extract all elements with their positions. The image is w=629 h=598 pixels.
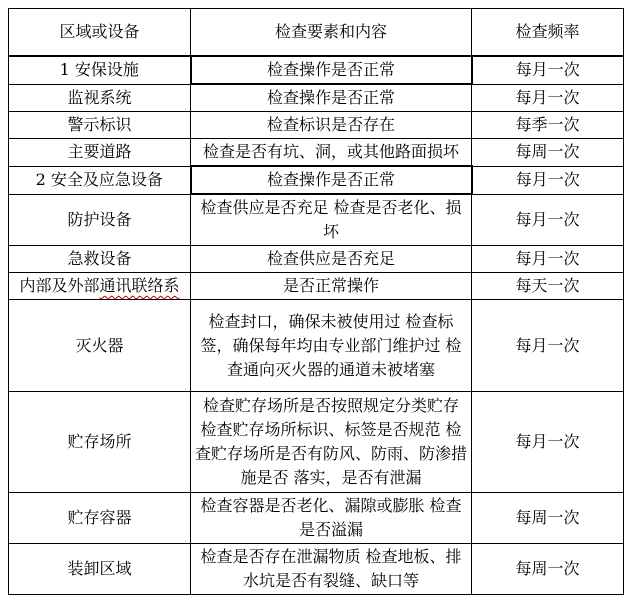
area-cell: 监视系统 bbox=[9, 84, 191, 112]
frequency-cell: 每月一次 bbox=[472, 56, 624, 84]
frequency-cell: 每月一次 bbox=[472, 246, 624, 273]
area-cell: 主要道路 bbox=[9, 139, 191, 167]
column-header-content: 检查要素和内容 bbox=[191, 9, 472, 57]
content-cell: 检查贮存场所是否按照规定分类贮存 检查贮存场所标识、标签是否规范 检查贮存场所是否有防风、防雨、防渗措施是否 落实，是否有泄漏 bbox=[191, 392, 472, 493]
area-cell: 1 安保设施 bbox=[9, 56, 191, 84]
table-row bbox=[9, 139, 624, 167]
table-row bbox=[9, 246, 624, 273]
area-cell: 警示标识 bbox=[9, 112, 191, 139]
area-cell: 贮存容器 bbox=[9, 493, 191, 544]
frequency-cell: 每月一次 bbox=[472, 194, 624, 246]
table-row bbox=[9, 166, 624, 194]
content-cell: 是否正常操作 bbox=[191, 273, 472, 300]
frequency-cell: 每周一次 bbox=[472, 544, 624, 595]
area-cell: 防护设备 bbox=[9, 194, 191, 246]
content-cell: 检查操作是否正常 bbox=[191, 84, 472, 112]
spellcheck-marked-text: 通讯联络系 bbox=[99, 276, 180, 295]
frequency-cell: 每月一次 bbox=[472, 84, 624, 112]
area-cell: 2 安全及应急设备 bbox=[9, 166, 191, 194]
frequency-cell: 每月一次 bbox=[472, 166, 624, 194]
area-cell: 贮存场所 bbox=[9, 392, 191, 493]
content-cell: 检查供应是否充足 检查是否老化、损坏 bbox=[191, 194, 472, 246]
area-cell: 装卸区域 bbox=[9, 544, 191, 595]
column-header-area: 区域或设备 bbox=[9, 9, 191, 57]
area-cell: 灭火器 bbox=[9, 300, 191, 392]
frequency-cell: 每周一次 bbox=[472, 493, 624, 544]
area-text: 内部及外部 bbox=[19, 276, 100, 295]
area-cell: 急救设备 bbox=[9, 246, 191, 273]
frequency-cell: 每月一次 bbox=[472, 392, 624, 493]
inspection-schedule-table bbox=[8, 8, 624, 595]
table-row bbox=[9, 194, 624, 246]
table-row bbox=[9, 300, 624, 392]
content-cell: 检查容器是否老化、漏隙或膨胀 检查是否溢漏 bbox=[191, 493, 472, 544]
table-row bbox=[9, 273, 624, 300]
column-header-frequency: 检查频率 bbox=[472, 9, 624, 57]
content-cell: 检查是否存在泄漏物质 检查地板、排水坑是否有裂缝、缺口等 bbox=[191, 544, 472, 595]
frequency-cell: 每天一次 bbox=[472, 273, 624, 300]
table-row bbox=[9, 392, 624, 493]
content-cell: 检查标识是否存在 bbox=[191, 112, 472, 139]
content-cell: 检查操作是否正常 bbox=[191, 166, 472, 194]
content-cell: 检查供应是否充足 bbox=[191, 246, 472, 273]
table-row bbox=[9, 493, 624, 544]
table-row bbox=[9, 112, 624, 139]
table-row bbox=[9, 56, 624, 84]
content-cell: 检查操作是否正常 bbox=[191, 56, 472, 84]
frequency-cell: 每季一次 bbox=[472, 112, 624, 139]
frequency-cell: 每月一次 bbox=[472, 300, 624, 392]
area-cell bbox=[9, 273, 191, 300]
frequency-cell: 每周一次 bbox=[472, 139, 624, 167]
table-row bbox=[9, 84, 624, 112]
content-cell: 检查封口，确保未被使用过 检查标签，确保每年均由专业部门维护过 检查通向灭火器的通道未被堵塞 bbox=[191, 300, 472, 392]
content-cell: 检查是否有坑、洞，或其他路面损坏 bbox=[191, 139, 472, 167]
header-row bbox=[9, 9, 624, 57]
